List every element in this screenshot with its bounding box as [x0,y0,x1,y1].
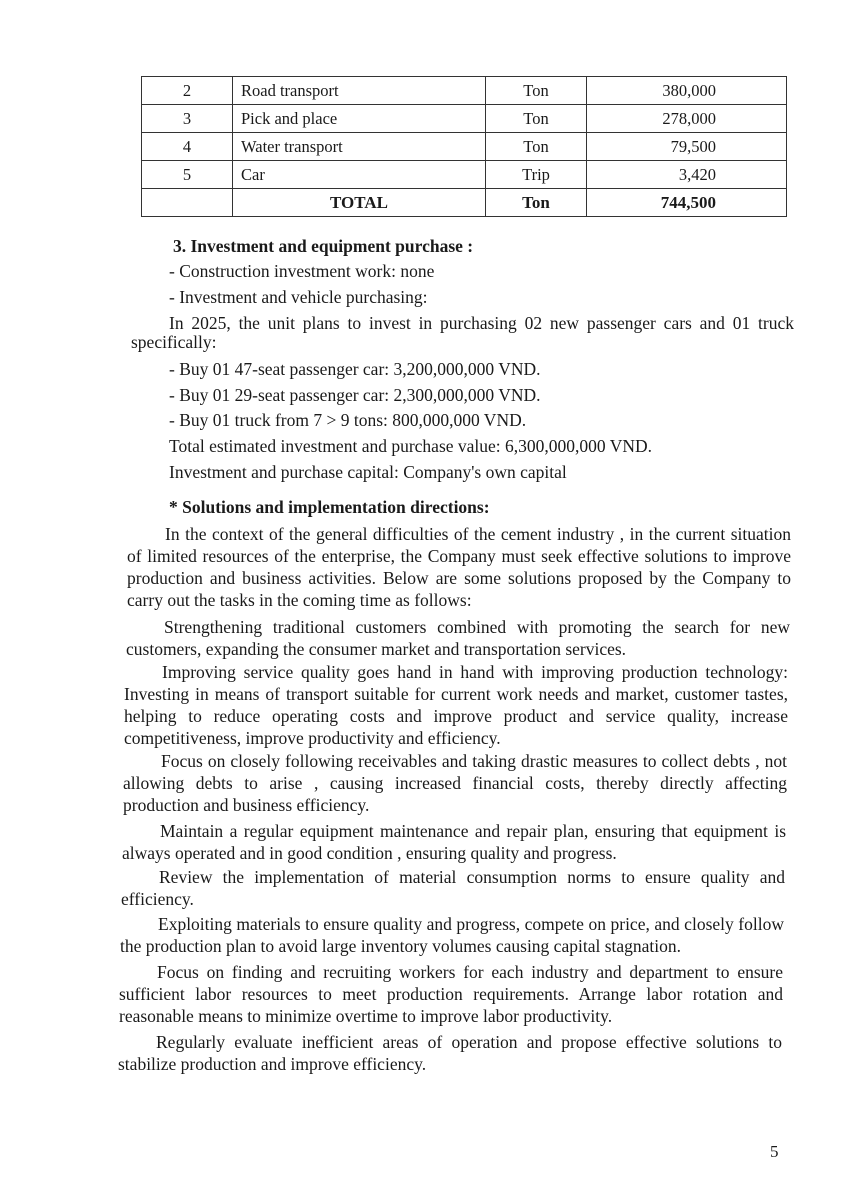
solutions-paragraph: In the context of the general difficulties of the cement industry , in the current situation of limited resources of the enterprise, the Company must seek effective solutions to improve production and business activities. Below are some solutions proposed by the Company to carry out the tasks in the coming time as follows: [127,524,791,610]
row-quantity: 278,000 [587,105,787,133]
row-number: 2 [142,77,233,105]
row-unit: Ton [486,133,587,161]
table-row [142,77,787,105]
investment-item-truck: - Buy 01 truck from 7 > 9 tons: 800,000,000 VND. [169,410,527,430]
total-label: TOTAL [233,189,486,217]
row-unit: Trip [486,161,587,189]
investment-total: Total estimated investment and purchase value: 6,300,000,000 VND. [169,436,653,456]
page-number: 5 [770,1142,779,1161]
solutions-paragraph: Improving service quality goes hand in hand with improving production technology: Investing in means of transport suitable for current work needs and market, customer tastes, helping to reduce operating costs and improve product and service quality, increase competitiveness, improve productivity and efficiency. [124,662,788,748]
row-quantity: 3,420 [587,161,787,189]
table-row [142,133,787,161]
row-number: 3 [142,105,233,133]
row-quantity: 380,000 [587,77,787,105]
total-quantity: 744,500 [587,189,787,217]
row-name: Pick and place [233,105,486,133]
investment-intro: In 2025, the unit plans to invest in purchasing 02 new passenger cars and 01 truck specifically: [131,313,794,352]
solutions-paragraph: Review the implementation of material consumption norms to ensure quality and efficiency. [121,867,785,909]
solutions-paragraph: Regularly evaluate inefficient areas of operation and propose effective solutions to stabilize production and improve efficiency. [118,1032,782,1074]
investment-line-vehicles: - Investment and vehicle purchasing: [169,287,428,307]
investment-item-29-seat: - Buy 01 29-seat passenger car: 2,300,000,000 VND. [169,385,541,405]
row-name: Car [233,161,486,189]
table-total-row [142,189,787,217]
solutions-paragraph: Focus on finding and recruiting workers for each industry and department to ensure sufficient labor resources to meet production requirements. Arrange labor rotation and reasonable means to minimize overtime to improve labor productivity. [119,962,783,1026]
investment-line-construction: - Construction investment work: none [169,261,435,281]
investment-item-47-seat: - Buy 01 47-seat passenger car: 3,200,000,000 VND. [169,359,541,379]
row-quantity: 79,500 [587,133,787,161]
solutions-paragraph: Strengthening traditional customers combined with promoting the search for new customers, expanding the consumer market and transportation services. [126,617,790,659]
transport-volume-table [141,76,787,217]
table-row [142,105,787,133]
investment-capital: Investment and purchase capital: Company's own capital [169,462,567,482]
row-name: Water transport [233,133,486,161]
solutions-heading: * Solutions and implementation directions: [169,497,490,517]
row-unit: Ton [486,105,587,133]
total-unit: Ton [486,189,587,217]
row-name: Road transport [233,77,486,105]
row-number: 4 [142,133,233,161]
row-number: 5 [142,161,233,189]
solutions-paragraph: Exploiting materials to ensure quality and progress, compete on price, and closely follow the production plan to avoid large inventory volumes causing capital stagnation. [120,914,784,956]
total-empty-cell [142,189,233,217]
solutions-paragraph: Focus on closely following receivables and taking drastic measures to collect debts , not allowing debts to arise , causing increased financial costs, thereby directly affecting production and business efficiency. [123,751,787,815]
investment-heading: 3. Investment and equipment purchase : [173,236,474,256]
solutions-paragraph: Maintain a regular equipment maintenance and repair plan, ensuring that equipment is always operated and in good condition , ensuring quality and progress. [122,821,786,863]
table-row [142,161,787,189]
row-unit: Ton [486,77,587,105]
